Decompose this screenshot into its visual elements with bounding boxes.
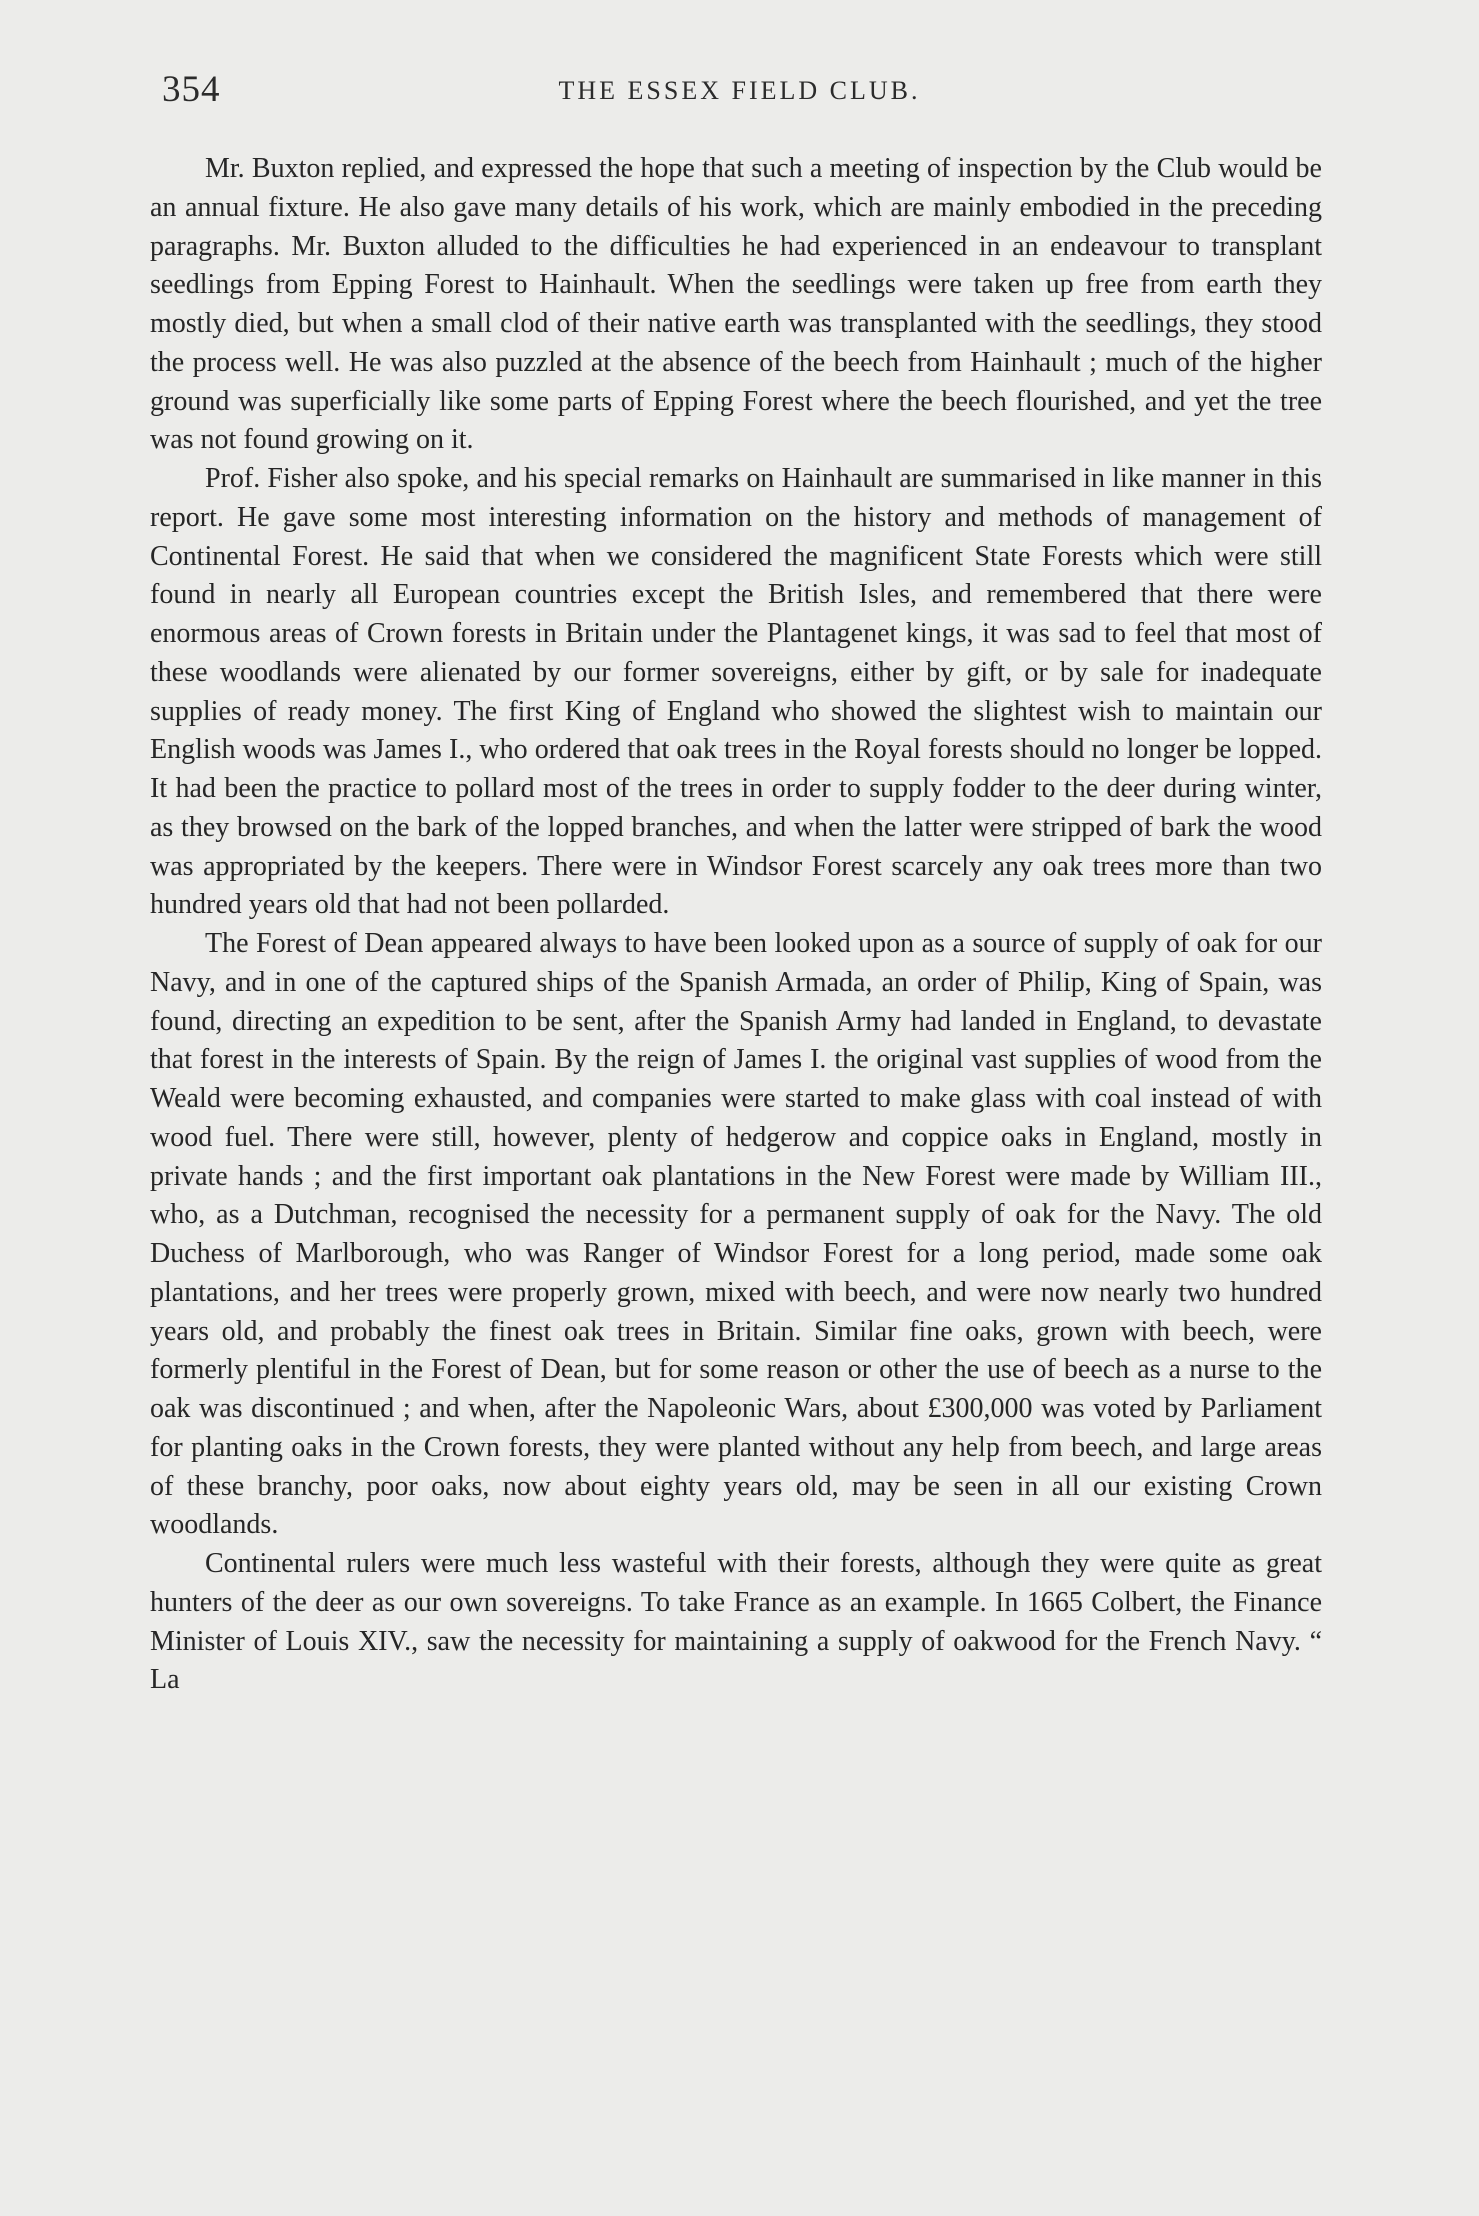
paragraph-forest-of-dean: The Forest of Dean appeared always to have been looked upon as a source of supply of oak for our Navy, and in one of the captured ships of the Spanish Armada, an order of Philip, King of Spain, was found, directing an expedition to be sent, after the Spanish Army had landed in England, to devastate that forest in the interests of Spain. By the reign of James I. the original vast supplies of wood from the Weald were becoming exhausted, and companies were started to make glass with coal instead of with wood fuel. There were still, however, plenty of hedgerow and coppice oaks in England, mostly in private hands ; and the first important oak plantations in the New Forest were made by William III., who, as a Dutchman, recognised the necessity for a permanent supply of oak for the Navy. The old Duchess of Marlborough, who was Ranger of Windsor Forest for a long period, made some oak plantations, and her trees were properly grown, mixed with beech, and were now nearly two hundred years old, and probably the finest oak trees in Britain. Similar fine oaks, grown with beech, were formerly plentiful in the Forest of Dean, but for some reason or other the use of beech as a nurse to the oak was discontinued ; and when, after the Napoleonic Wars, about £300,000 was voted by Parliament for planting oaks in the Crown forests, they were planted without any help from beech, and large areas of these branchy, poor oaks, now about eighty years old, may be seen in all our existing Crown woodlands. bbox=[150, 928, 1322, 1541]
body-text bbox=[150, 150, 1322, 1700]
paragraph-buxton-reply: Mr. Buxton replied, and expressed the hope that such a meeting of inspection by the Club would be an annual fixture. He also gave many details of his work, which are mainly embodied in the preceding paragraphs. Mr. Buxton alluded to the difficulties he had experienced in an endeavour to transplant seedlings from Epping Forest to Hainhault. When the seedlings were taken up free from earth they mostly died, but when a small clod of their native earth was transplanted with the seedlings, they stood the process well. He was also puzzled at the absence of the beech from Hainhault ; much of the higher ground was superficially like some parts of Epping Forest where the beech flourished, and yet the tree was not found growing on it. bbox=[150, 153, 1322, 456]
running-head: THE ESSEX FIELD CLUB. bbox=[558, 76, 921, 105]
page-number: 354 bbox=[162, 69, 221, 110]
paragraph-continental-rulers: Continental rulers were much less wasteful with their forests, although they were quite as great hunters of the deer as our own sovereigns. To take France as an example. In 1665 Colbert, the Finance Minister of Louis XIV., saw the necessity for maintaining a supply of oakwood for the French Navy. “ La bbox=[150, 1548, 1322, 1696]
paragraph-fisher-remarks: Prof. Fisher also spoke, and his special remarks on Hainhault are summarised in like manner in this report. He gave some most interesting information on the history and methods of management of Continental Forest. He said that when we considered the magnificent State Forests which were still found in nearly all European countries except the British Isles, and remembered that there were enormous areas of Crown forests in Britain under the Plantagenet kings, it was sad to feel that most of these woodlands were alienated by our former sovereigns, either by gift, or by sale for inadequate supplies of ready money. The first King of England who showed the slightest wish to maintain our English woods was James I., who ordered that oak trees in the Royal forests should no longer be lopped. It had been the practice to pollard most of the trees in order to supply fodder to the deer during winter, as they browsed on the bark of the lopped branches, and when the latter were stripped of bark the wood was appropriated by the keepers. There were in Windsor Forest scarcely any oak trees more than two hundred years old that had not been pollarded. bbox=[150, 463, 1322, 921]
